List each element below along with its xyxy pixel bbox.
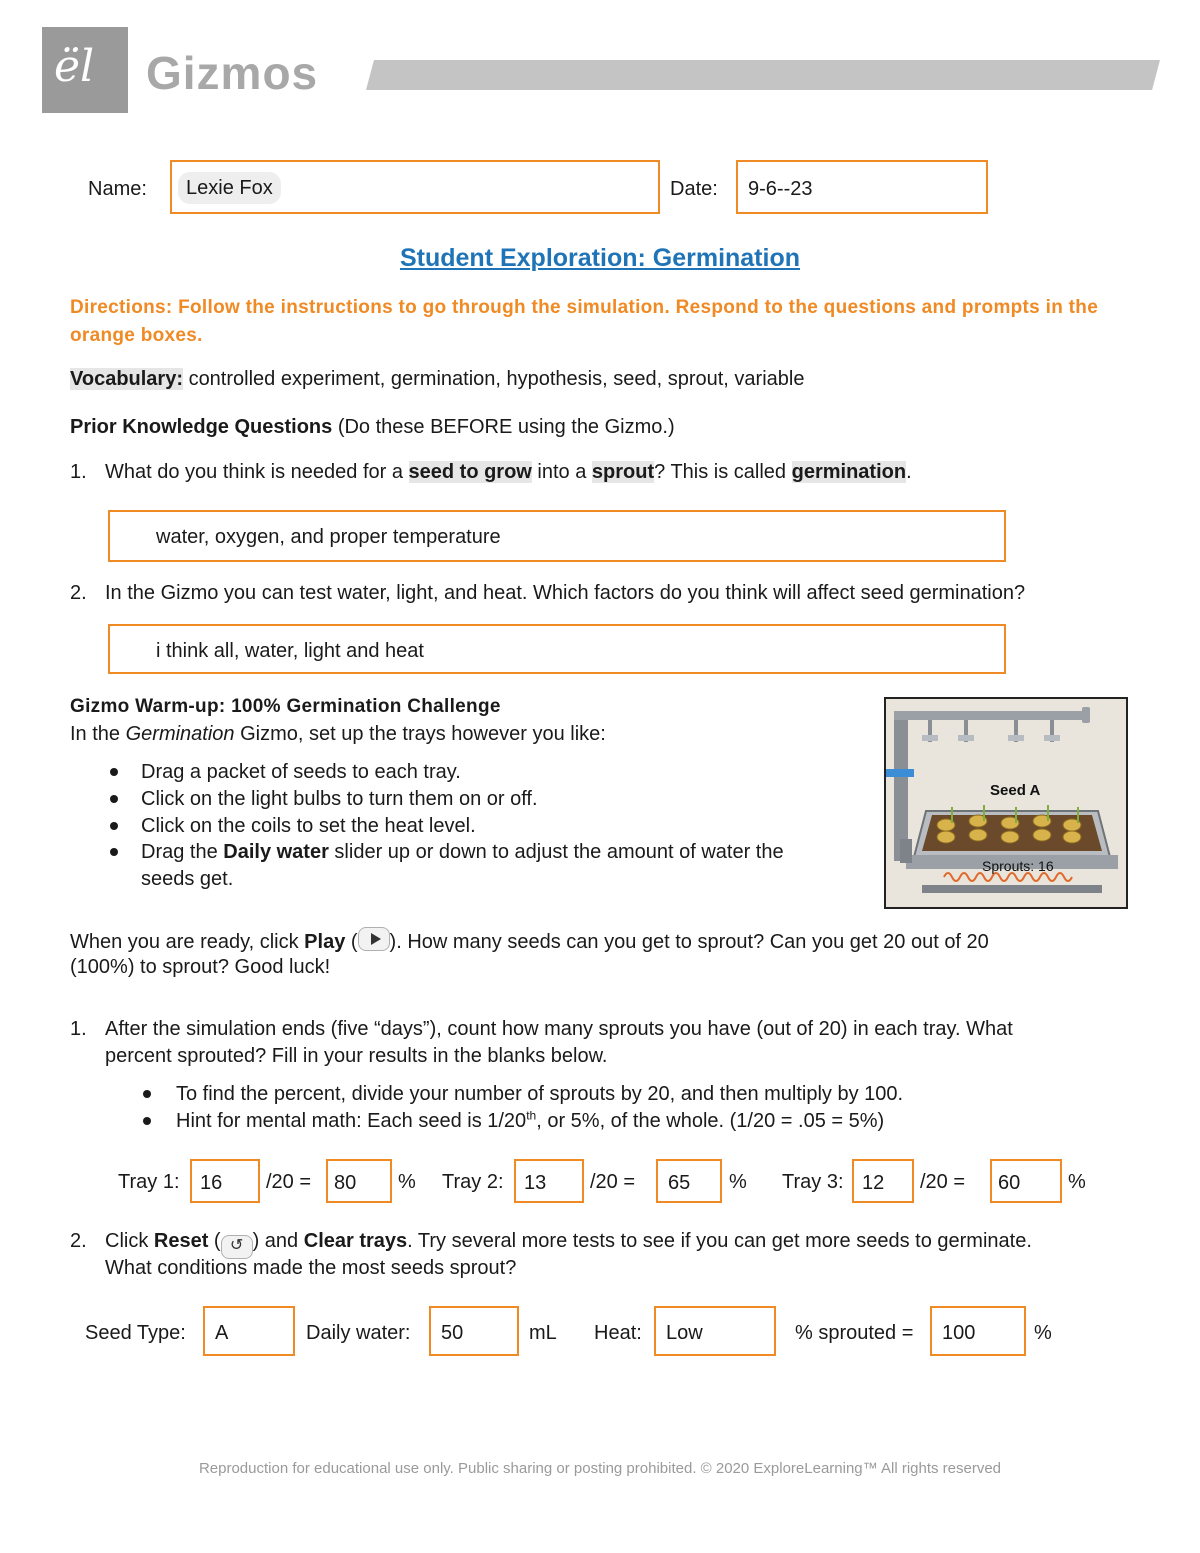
tray-1-unit: % xyxy=(398,1171,416,1193)
date-value: 9-6--23 xyxy=(748,178,813,200)
term-seed-to-grow: seed to grow xyxy=(408,461,532,483)
directions: Directions: Follow the instructions to go through the simulation. Respond to the questions and prompts in the orange boxes. xyxy=(70,297,1099,346)
bullet xyxy=(110,768,118,776)
bullet xyxy=(110,795,118,803)
tray-1-over: /20 = xyxy=(266,1171,312,1193)
prior-knowledge-heading xyxy=(70,414,675,440)
daily-water-unit: mL xyxy=(529,1322,557,1344)
tray-3-label: Tray 3: xyxy=(782,1171,844,1193)
act-q2-line2: What conditions made the most seeds sprout? xyxy=(105,1257,517,1279)
tray-1-percent-field[interactable] xyxy=(326,1159,392,1203)
pk-q2-answer-box[interactable] xyxy=(108,624,1006,674)
act-q2-line1: Click Reset ( ↺ ) and Clear trays. Try several more tests to see if you can get more seeds to germinate. xyxy=(105,1228,1032,1259)
brand-name: Gizmos xyxy=(146,47,319,99)
pk-q2-text: In the Gizmo you can test water, light, and heat. Which factors do you think will affect seed germination? xyxy=(105,582,1026,604)
tray-3-over: /20 = xyxy=(920,1171,966,1193)
header-bar xyxy=(366,60,1160,90)
date-field[interactable] xyxy=(736,160,988,214)
term-germination: germination xyxy=(791,461,907,483)
play-icon xyxy=(358,927,390,951)
pk-q2-num: 2. xyxy=(70,582,87,604)
tray-1-sprouts: 16 xyxy=(200,1172,223,1194)
sprouted-label: % sprouted = xyxy=(795,1322,914,1344)
tray-2-percent-field[interactable] xyxy=(656,1159,722,1203)
name-label: Name: xyxy=(88,178,147,200)
pk-q1-num: 1. xyxy=(70,461,87,483)
tray-2-unit: % xyxy=(729,1171,747,1193)
gizmo-screenshot xyxy=(884,697,1128,909)
bullet xyxy=(143,1117,151,1125)
ready-line: When you are ready, click Play ( ). How many seeds can you get to sprout? Can you get 20 out of 20 xyxy=(70,927,989,955)
tray-2-percent: 65 xyxy=(668,1172,691,1194)
name-value: Lexie Fox xyxy=(178,172,281,204)
heat-label: Heat: xyxy=(594,1322,642,1344)
daily-water-label: Daily water: xyxy=(306,1322,411,1344)
tray-2-sprouts-field[interactable] xyxy=(514,1159,584,1203)
bullet xyxy=(110,848,118,856)
act-q1-bullet-2: Hint for mental math: Each seed is 1/20th, or 5%, of the whole. (1/20 = .05 = 5%) xyxy=(176,1108,885,1132)
tray-3-sprouts: 12 xyxy=(862,1172,885,1194)
tray-1-sprouts-field[interactable] xyxy=(190,1159,260,1203)
pk-q1-answer: water, oxygen, and proper temperature xyxy=(156,526,501,548)
germination-tray-illustration xyxy=(886,699,1126,907)
vocabulary-terms: controlled experiment, germination, hypothesis, seed, sprout, variable xyxy=(188,368,805,390)
seed-label: Seed A xyxy=(990,782,1041,799)
vocabulary-label: Vocabulary: xyxy=(70,368,183,390)
warmup-bullet-3: Click on the coils to set the heat level. xyxy=(141,815,476,837)
prior-knowledge-note: (Do these BEFORE using the Gizmo.) xyxy=(337,416,675,438)
term-sprout: sprout xyxy=(591,461,655,483)
act-q2-num: 2. xyxy=(70,1230,87,1252)
warmup-bullet-4: Drag the Daily water slider up or down to adjust the amount of water the xyxy=(141,841,784,863)
footer-copyright: Reproduction for educational use only. Public sharing or posting prohibited. © 2020 ExploreLearning™ All rights reserved xyxy=(198,1460,1002,1477)
bullet xyxy=(110,822,118,830)
seed-type-value: A xyxy=(215,1322,229,1344)
ready-line-2: (100%) to sprout? Good luck! xyxy=(70,956,331,978)
warmup-intro: In the Germination Gizmo, set up the trays however you like: xyxy=(70,723,606,745)
page-title: Student Exploration: Germination xyxy=(399,244,800,272)
heat-value: Low xyxy=(666,1322,703,1344)
tray-3-sprouts-field[interactable] xyxy=(852,1159,914,1203)
act-q1-line2: percent sprouted? Fill in your results in the blanks below. xyxy=(105,1045,608,1067)
daily-water-field[interactable] xyxy=(429,1306,519,1356)
act-q1-bullet-1: To find the percent, divide your number of sprouts by 20, and then multiply by 100. xyxy=(176,1083,904,1105)
reset-icon: ↺ xyxy=(221,1235,253,1259)
seed-type-field[interactable] xyxy=(203,1306,295,1356)
tray-1-percent: 80 xyxy=(334,1172,357,1194)
daily-water-value: 50 xyxy=(441,1322,464,1344)
tray-3-unit: % xyxy=(1068,1171,1086,1193)
date-label: Date: xyxy=(670,178,718,200)
warmup-bullet-2: Click on the light bulbs to turn them on or off. xyxy=(141,788,538,810)
act-q1-line1: After the simulation ends (five “days”), count how many sprouts you have (out of 20) in each tray. What xyxy=(105,1018,1013,1040)
gizmos-logo xyxy=(42,27,128,113)
bullet xyxy=(143,1090,151,1098)
warmup-bullet-1: Drag a packet of seeds to each tray. xyxy=(141,761,461,783)
warmup-bullet-4-cont: seeds get. xyxy=(141,868,234,890)
tray-2-label: Tray 2: xyxy=(442,1171,504,1193)
logo-glyph: ël xyxy=(54,41,95,92)
warmup-heading: Gizmo Warm-up: 100% Germination Challenge xyxy=(70,696,501,717)
tray-2-sprouts: 13 xyxy=(524,1172,547,1194)
pk-q2-answer: i think all, water, light and heat xyxy=(156,640,424,662)
tray-2-over: /20 = xyxy=(590,1171,636,1193)
tray-3-percent-field[interactable] xyxy=(990,1159,1062,1203)
pk-q1-text: What do you think is needed for a seed to grow into a sprout? This is called germination. xyxy=(105,461,912,483)
tray-3-percent: 60 xyxy=(998,1172,1021,1194)
pk-q1-answer-box[interactable] xyxy=(108,510,1006,562)
tray-1-label: Tray 1: xyxy=(118,1171,180,1193)
sprouted-value: 100 xyxy=(942,1322,976,1344)
prior-knowledge-title: Prior Knowledge Questions xyxy=(70,416,333,438)
sprouted-field[interactable] xyxy=(930,1306,1026,1356)
act-q1-num: 1. xyxy=(70,1018,87,1040)
vocabulary-line xyxy=(70,366,804,392)
sprouted-unit: % xyxy=(1034,1322,1052,1344)
seed-type-label: Seed Type: xyxy=(85,1322,186,1344)
heat-field[interactable] xyxy=(654,1306,776,1356)
sprouts-label: Sprouts: 16 xyxy=(982,858,1054,874)
